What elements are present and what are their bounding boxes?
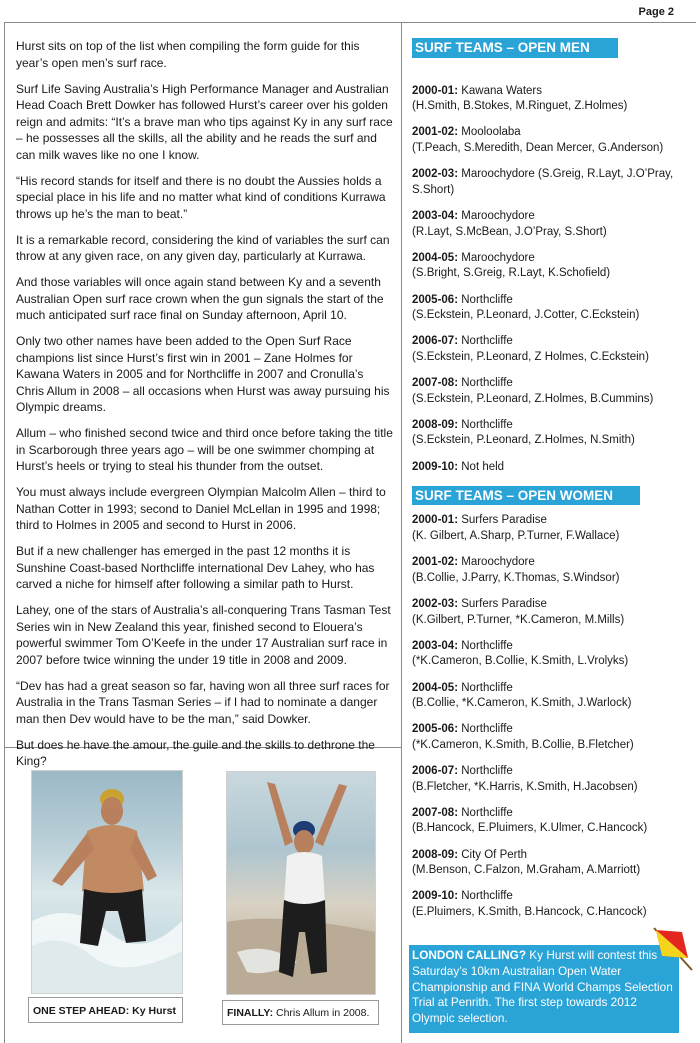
result-season: 2009-10: — [412, 460, 459, 473]
article-paragraph: You must always include evergreen Olympian Malcolm Allen – third to Nathan Cotter in 1993; second to Daniel McLellan in 1995 and 1998; third to Holmes in 2005 and second to Hurst in 2006. — [16, 485, 386, 532]
result-club: Kawana Waters — [458, 84, 542, 97]
result-team: (S.Eckstein, P.Leonard, Z.Holmes, B.Cummins) — [412, 392, 654, 405]
result-club: Northcliffe — [458, 377, 513, 390]
result-season: 2000-01: — [412, 514, 459, 527]
result-entry — [412, 889, 694, 920]
result-entry — [412, 513, 694, 544]
result-club: Not held — [458, 460, 505, 473]
result-team: (S.Eckstein, P.Leonard, Z Holmes, C.Eckstein) — [412, 350, 649, 363]
result-entry — [412, 806, 694, 837]
result-team: (M.Benson, C.Falzon, M.Graham, A.Marriott) — [412, 864, 641, 877]
result-club: Maroochydore — [458, 556, 535, 569]
result-club: Maroochydore — [458, 209, 535, 222]
callout-lead: LONDON CALLING? — [412, 948, 527, 962]
article-body — [16, 38, 394, 779]
result-team: (E.Pluimers, K.Smith, B.Hancock, C.Hancock) — [412, 906, 647, 919]
result-entry — [412, 334, 694, 365]
result-season: 2006-07: — [412, 765, 459, 778]
result-club: Northcliffe — [458, 681, 513, 694]
result-team: (*K.Cameron, K.Smith, B.Collie, B.Fletcher) — [412, 738, 634, 751]
result-entry — [412, 681, 694, 712]
result-entry — [412, 597, 694, 628]
article-paragraph: It is a remarkable record, considering the kind of variables the surf can throw at any given race, on any given day, particularly at Kurrawa. — [16, 232, 390, 263]
result-season: 2005-06: — [412, 293, 459, 306]
photo-caption — [28, 997, 183, 1023]
result-club: Northcliffe — [458, 293, 513, 306]
photo-ky-hurst — [31, 770, 183, 994]
result-season: 2008-09: — [412, 848, 459, 861]
result-season: 2005-06: — [412, 723, 459, 736]
result-team: (B.Fletcher, *K.Harris, K.Smith, H.Jacobsen) — [412, 780, 638, 793]
result-entry — [412, 460, 694, 476]
result-entry — [412, 376, 694, 407]
photo-caption — [222, 1000, 379, 1025]
result-club: Northcliffe — [458, 723, 513, 736]
result-entry — [412, 84, 694, 115]
result-entry — [412, 418, 694, 449]
london-calling-callout — [409, 945, 679, 1033]
result-club: Surfers Paradise — [458, 597, 547, 610]
article-paragraph: Only two other names have been added to the Open Surf Race champions list since Hurst’s first win in 2001 – Zane Holmes for Kawana Waters in 2005 and for Northcliffe in 2007 and Cronulla’s Chris Allum in 2008 – all occasions when Hurst was away pursuing his Olympic dreams. — [16, 334, 390, 414]
result-club: Northcliffe — [458, 890, 513, 903]
result-club: Mooloolaba — [458, 126, 521, 139]
result-season: 2001-02: — [412, 126, 459, 139]
result-season: 2002-03: — [412, 168, 459, 181]
result-team: (K. Gilbert, A.Sharp, P.Turner, F.Wallace) — [412, 530, 620, 542]
result-season: 2009-10: — [412, 890, 459, 903]
article-paragraph: Surf Life Saving Australia’s High Performance Manager and Australian Head Coach Brett Dowker has followed Hurst’s career over his golden reign and admits: “It’s a brave man who tips against Ky in any surf race – he possesses all the skills, all the ability and he reads the surf and can milk waves like no one I know. — [16, 81, 393, 162]
result-team: (B.Collie, *K.Cameron, K.Smith, J.Warlock) — [412, 697, 632, 710]
photo-chris-allum — [226, 771, 376, 995]
result-club: City Of Perth — [458, 848, 528, 861]
result-season: 2003-04: — [412, 209, 459, 222]
result-club: Maroochydore (S.Greig, R.Layt, J.O’Pray, S.Short) — [412, 168, 674, 196]
result-entry — [412, 125, 694, 156]
result-team: (R.Layt, S.McBean, J.O’Pray, S.Short) — [412, 225, 607, 238]
result-season: 2003-04: — [412, 639, 459, 652]
result-club: Northcliffe — [458, 639, 513, 652]
result-season: 2000-01: — [412, 84, 459, 97]
result-team: (K.Gilbert, P.Turner, *K.Cameron, M.Mills) — [412, 613, 625, 626]
article-paragraph: Hurst sits on top of the list when compiling the form guide for this year’s open men’s surf race. — [16, 39, 360, 70]
result-entry — [412, 722, 694, 753]
result-team: (H.Smith, B.Stokes, M.Ringuet, Z.Holmes) — [412, 100, 628, 113]
result-season: 2002-03: — [412, 597, 459, 610]
result-season: 2001-02: — [412, 556, 459, 569]
caption-lead: FINALLY: — [227, 1007, 274, 1019]
result-team: (B.Hancock, E.Pluimers, K.Ulmer, C.Hancock) — [412, 822, 648, 835]
result-club: Maroochydore — [458, 251, 535, 264]
result-team: (*K.Cameron, B.Collie, K.Smith, L.Vrolyks) — [412, 655, 629, 668]
result-team: (S.Bright, S.Greig, R.Layt, K.Schofield) — [412, 267, 611, 280]
men-results-list — [412, 84, 694, 476]
article-paragraph: Allum – who finished second twice and third once before taking the title in Scarborough three years ago – will be one swimmer chomping at Hurst’s heels or trying to steal his thunder from the outset. — [16, 426, 393, 473]
result-entry — [412, 167, 694, 198]
result-season: 2004-05: — [412, 681, 459, 694]
result-club: Northcliffe — [458, 806, 513, 819]
result-season: 2007-08: — [412, 377, 459, 390]
article-paragraph: Lahey, one of the stars of Australia’s all-conquering Trans Tasman Test Series win in New Zealand this year, finished second to Elouera’s powerful swimmer Tom O’Keefe in the under 17 Australian surf race in 2007 before twice winning the under 19 title in 2008 and 2009. — [16, 603, 391, 667]
result-entry — [412, 251, 694, 282]
women-section-header: SURF TEAMS – OPEN WOMEN — [412, 486, 640, 506]
swimmer-illustration — [32, 771, 182, 993]
frame-top-rule — [4, 22, 696, 23]
result-entry — [412, 293, 694, 324]
caption-lead: ONE STEP AHEAD: Ky Hurst — [33, 1005, 176, 1017]
surf-flag-icon — [648, 924, 696, 974]
callout-body: Ky Hurst will contest this Saturday’s 10km Australian Open Water Championship and FINA World Champs Selection Trial at Penrith. The first step towards 2012 Olympic selection. — [412, 948, 673, 1026]
result-season: 2004-05: — [412, 251, 459, 264]
result-entry — [412, 848, 694, 879]
result-season: 2008-09: — [412, 418, 459, 431]
result-club: Northcliffe — [458, 335, 513, 348]
celebration-illustration — [227, 772, 375, 994]
article-paragraph: But if a new challenger has emerged in the past 12 months it is Sunshine Coast-based Northcliffe international Dev Lahey, who has carved a niche for himself after following a similar path to Hurst. — [16, 544, 375, 591]
men-section-header: SURF TEAMS – OPEN MEN — [412, 38, 618, 58]
article-paragraph: “His record stands for itself and there is no doubt the Aussies holds a special place in his life and no matter what kind of conditions Kurrawa throws up he’s the man to beat.” — [16, 173, 386, 221]
result-team: (S.Eckstein, P.Leonard, Z.Holmes, N.Smith) — [412, 434, 635, 447]
caption-text: Chris Allum in 2008. — [273, 1007, 370, 1019]
result-entry — [412, 555, 694, 586]
article-paragraph: “Dev has had a great season so far, having won all three surf races for Australia in the Trans Tasman Series – if I had to nominate a danger man then Dev would have to be the man,” said Dowker. — [16, 678, 390, 726]
column-divider — [401, 22, 402, 1043]
result-team: (B.Collie, J.Parry, K.Thomas, S.Windsor) — [412, 571, 620, 584]
result-entry — [412, 639, 694, 670]
article-paragraph: And those variables will once again stand between Ky and a seventh Australian Open surf race crown when the gun signals the start of the much anticipated surf race final on Sunday afternoon, April 10. — [16, 275, 384, 322]
result-season: 2007-08: — [412, 806, 459, 819]
result-team: (S.Eckstein, P.Leonard, J.Cotter, C.Eckstein) — [412, 309, 640, 322]
result-club: Northcliffe — [458, 765, 513, 778]
result-club: Surfers Paradise — [458, 514, 547, 527]
result-entry — [412, 209, 694, 240]
results-sidebar — [412, 38, 694, 931]
result-season: 2006-07: — [412, 335, 459, 348]
result-team: (T.Peach, S.Meredith, Dean Mercer, G.Anderson) — [412, 141, 664, 154]
result-club: Northcliffe — [458, 418, 513, 431]
article-paragraph: But does he have the amour, the guile and the skills to dethrone the King? — [16, 737, 375, 768]
page-number: Page 2 — [638, 6, 674, 18]
frame-left-rule — [4, 22, 5, 1043]
women-results-list — [412, 513, 694, 920]
result-entry — [412, 764, 694, 795]
